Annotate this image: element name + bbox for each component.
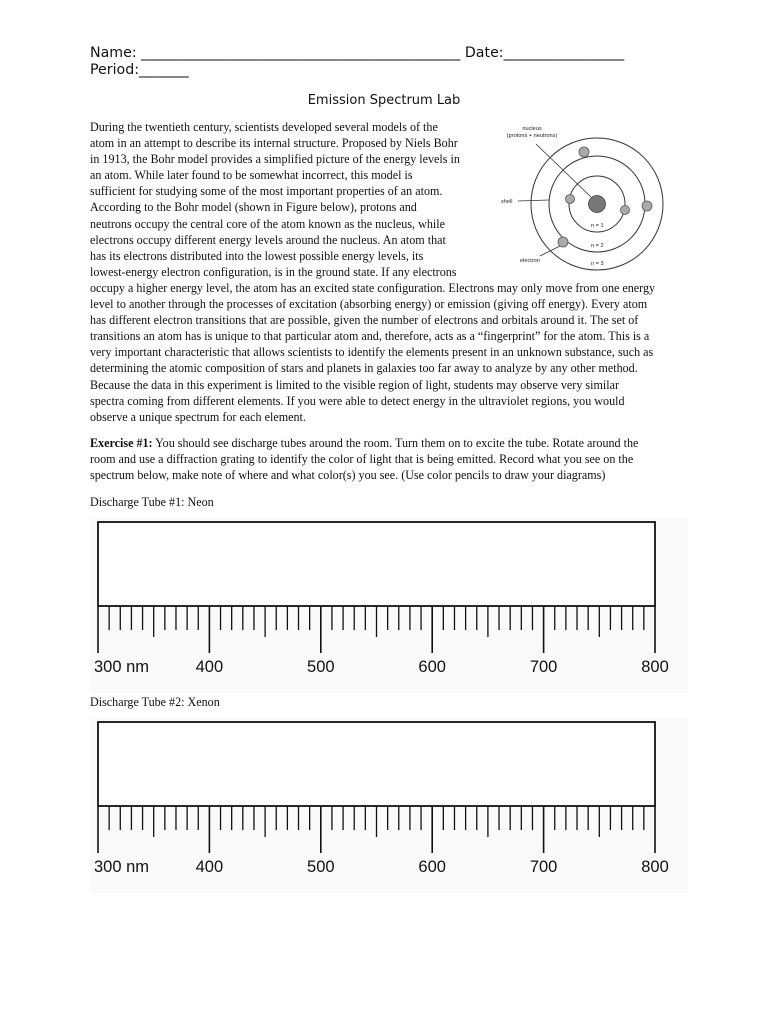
electron-dot bbox=[642, 201, 652, 211]
text-line: observe a unique spectrum for each element. bbox=[90, 409, 306, 424]
text-line: During the twentieth century, scientists developed several models of the bbox=[90, 120, 438, 134]
ruler-tick-label: 600 bbox=[418, 858, 446, 876]
text-line: in 1913, the Bohr model provides a simplified picture of the energy levels in bbox=[90, 152, 460, 167]
name-blank: _____________________________________________ bbox=[136, 45, 461, 61]
intro-paragraph-wrapped bbox=[90, 119, 475, 280]
period-line bbox=[90, 62, 189, 78]
text-line: Because the data in this experiment is limited to the visible region of light, students may observe very similar bbox=[90, 377, 619, 392]
text-line: has its electrons distributed into the lowest possible energy levels, its bbox=[90, 248, 424, 263]
text-line: sufficient for studying some of the most important properties of an atom. bbox=[90, 184, 443, 199]
ruler-tick-label: 500 bbox=[307, 858, 335, 876]
nucleus-sub-label: (protons + neutrons) bbox=[506, 133, 558, 139]
tube-1-label: Discharge Tube #1: Neon bbox=[90, 495, 214, 509]
text-line: transitions an atom has is unique to that particular atom and, therefore, acts as a “fingerprint” for the atom. This is a bbox=[90, 329, 650, 344]
ruler-tick-label: 700 bbox=[529, 858, 558, 876]
nucleus-label: nucleus bbox=[522, 126, 542, 132]
n1-label: n = 1 bbox=[591, 223, 604, 229]
text-line: spectrum below, make note of where and what color(s) you see. (Use color pencils to draw your diagrams) bbox=[90, 468, 606, 483]
bohr-model-diagram bbox=[494, 118, 684, 278]
tube-2-label: Discharge Tube #2: Xenon bbox=[90, 695, 220, 709]
text-line: room and use a diffraction grating to identify the color of light that is being emitted. Record what you see on the bbox=[90, 452, 634, 467]
spectrum-ruler-xenon bbox=[90, 718, 688, 893]
ruler-tick-label: 800 bbox=[641, 658, 669, 676]
electron-label: electron bbox=[520, 258, 540, 264]
shell-pointer bbox=[518, 200, 549, 201]
period-label: Period: bbox=[90, 62, 140, 78]
text-line: neutrons occupy the central core of the atom known as the nucleus, while bbox=[90, 216, 445, 231]
drawing-area-box[interactable] bbox=[98, 722, 655, 806]
date-label: Date: bbox=[460, 45, 504, 61]
ruler-tick-label: 500 bbox=[307, 658, 335, 676]
ruler-tick-label: 300 nm bbox=[94, 658, 150, 676]
text-line: You should see discharge tubes around the room. Turn them on to excite the tube. Rotate around the bbox=[152, 436, 639, 450]
electron-dot bbox=[566, 195, 575, 204]
ruler-tick-label: 700 bbox=[529, 658, 558, 676]
text-line: level to another through the processes of excitation (absorbing energy) or emission (giving off energy). Every atom bbox=[90, 297, 648, 312]
intro-paragraph-full bbox=[90, 280, 682, 425]
text-line: electrons occupy different energy levels around the nucleus. An atom that bbox=[90, 232, 446, 247]
shell-label: shell bbox=[501, 199, 513, 205]
period-blank: _______ bbox=[139, 62, 189, 78]
ruler-graphic bbox=[90, 718, 688, 868]
exercise-instructions bbox=[90, 435, 690, 483]
exercise-heading: Exercise #1: bbox=[90, 436, 153, 450]
ruler-graphic bbox=[90, 518, 688, 668]
text-line: has different electron transitions that are possible, given the number of electrons and orbitals around it. The set of bbox=[90, 313, 639, 328]
electron-dot bbox=[579, 147, 589, 157]
date-blank: _________________ bbox=[503, 45, 625, 61]
ruler-tick-label: 600 bbox=[418, 658, 446, 676]
text-line: an atom. While later found to be somewhat incorrect, this model is bbox=[90, 168, 413, 183]
electron-dot bbox=[558, 237, 568, 247]
ruler-tick-label: 800 bbox=[641, 858, 669, 876]
nucleus bbox=[589, 196, 606, 213]
ruler-tick-label: 400 bbox=[195, 658, 224, 676]
bohr-model-figure bbox=[494, 118, 684, 278]
page-title: Emission Spectrum Lab bbox=[307, 93, 461, 108]
name-label: Name: bbox=[90, 45, 137, 61]
electron-pointer bbox=[540, 246, 560, 256]
ruler-tick-label: 400 bbox=[195, 858, 224, 876]
spectrum-ruler-neon bbox=[90, 518, 688, 693]
text-line: determining the atomic composition of stars and planets in galaxies too far away to analyze by any other method. bbox=[90, 361, 638, 376]
text-line: atom in an attempt to describe its internal structure. Proposed by Niels Bohr bbox=[90, 136, 458, 151]
ruler-ticks bbox=[98, 806, 655, 853]
n3-label: n = 3 bbox=[591, 261, 604, 267]
electron-dot bbox=[621, 206, 630, 215]
text-line: occupy a higher energy level, the atom has an excited state configuration. Electrons may only move from one energy bbox=[90, 281, 656, 295]
drawing-area-box[interactable] bbox=[98, 522, 655, 606]
text-line: spectra coming from different elements. If you were able to detect energy in the ultraviolet regions, you would bbox=[90, 393, 625, 408]
text-line: very important characteristic that allows scientists to identify the elements present in an unknown substance, such as bbox=[90, 345, 654, 360]
name-date-line bbox=[90, 45, 624, 61]
text-line: According to the Bohr model (shown in Figure below), protons and bbox=[90, 200, 417, 215]
text-line: lowest-energy electron configuration, is in the ground state. If any electrons bbox=[90, 264, 457, 279]
ruler-tick-label: 300 nm bbox=[94, 858, 150, 876]
n2-label: n = 2 bbox=[591, 243, 604, 249]
ruler-ticks bbox=[98, 606, 655, 653]
